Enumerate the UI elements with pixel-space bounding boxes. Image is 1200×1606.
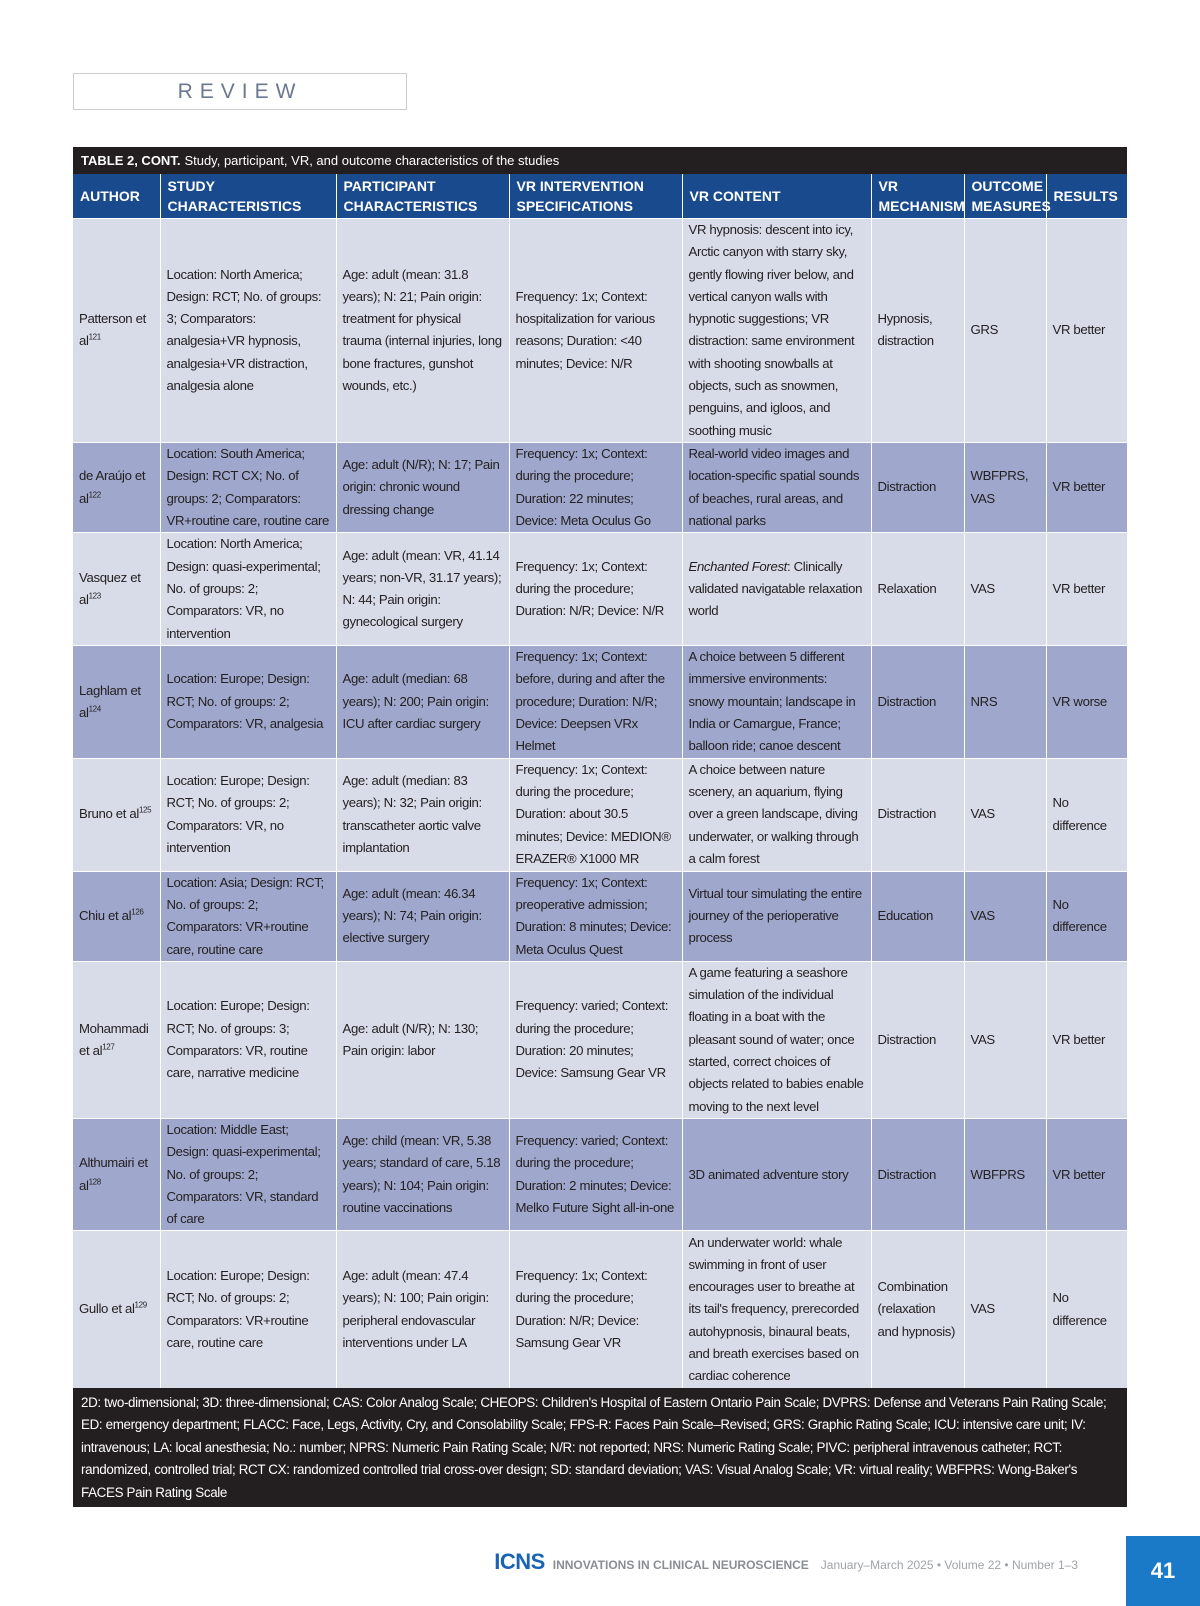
cell-study-characteristics: Location: Europe; Design: RCT; No. of groups: 2; Comparators: VR, analgesia [160,646,336,758]
table-row [73,871,1127,961]
cell-participant-characteristics: Age: adult (mean: 31.8 years); N: 21; Pain origin: treatment for physical trauma (internal injuries, long bone fractures, gunshot wounds, etc.) [336,219,509,443]
header-study-characteristics: STUDY CHARACTERISTICS [160,174,336,219]
table-row [73,1231,1127,1388]
cell-vr-mechanism: Distraction [871,1118,964,1230]
cell-vr-intervention: Frequency: varied; Context: during the procedure; Duration: 2 minutes; Device: Melko Future Sight all-in-one [509,1118,682,1230]
header-vr-mechanism: VR MECHANISM [871,174,964,219]
cell-outcome-measures: VAS [964,871,1046,961]
cell-participant-characteristics: Age: adult (mean: 46.34 years); N: 74; Pain origin: elective surgery [336,871,509,961]
table-container [73,147,1127,1507]
journal-issue: January–March 2025 • Volume 22 • Number 1–3 [820,1558,1078,1572]
cell-results: VR better [1046,442,1127,532]
vr-content-title: Enchanted Forest [688,558,787,574]
cell-study-characteristics: Location: South America; Design: RCT CX; No. of groups: 2; Comparators: VR+routine care, routine care [160,442,336,532]
reference-number: 128 [88,1177,101,1187]
cell-outcome-measures: VAS [964,758,1046,871]
vr-content-text: VR hypnosis: descent into icy, Arctic canyon with starry sky, gently flowing river below, and vertical canyon walls with hypnotic suggestions; VR distraction: same environment with shooting snowballs at objects, such as snowmen, penguins, and igloos, and soothing music [688,222,855,438]
section-label: REVIEW [177,79,303,103]
author-name: Bruno et al [79,806,139,822]
cell-vr-mechanism: Distraction [871,758,964,871]
journal-abbreviation: ICNS [494,1549,545,1574]
table-footnote: 2D: two-dimensional; 3D: three-dimensional; CAS: Color Analog Scale; CHEOPS: Children's Hospital of Eastern Ontario Pain Scale; DVPRS: Defense and Veterans Pain Rating Scale; ED: emergency department; FLACC: Face, Legs, Activity, Cry, and Consolability Scale; FPS-R: Faces Pain Scale–Revised; GRS: Graphic Rating Scale; ICU: intensive care unit; IV: intravenous; LA: local anesthesia; No.: number; NPRS: Numeric Pain Rating Scale; N/R: not reported; NRS: Numeric Rating Scale; PIVC: peripheral intravenous catheter; RCT: randomized, controlled trial; RCT CX: randomized controlled trial cross-over design; SD: standard deviation; VAS: Visual Analog Scale; VR: virtual reality; WBFPRS: Wong-Baker's FACES Pain Rating Scale [73,1388,1127,1508]
reference-number: 127 [102,1042,115,1052]
vr-content-text: 3D animated adventure story [688,1166,849,1182]
author-name: de Araújo et al [79,468,146,506]
cell-vr-intervention: Frequency: 1x; Context: hospitalization for various reasons; Duration: <40 minutes; Device: N/R [509,219,682,443]
cell-vr-content [682,442,871,532]
author-name: Vasquez et al [79,569,141,608]
journal-info [494,1549,1078,1575]
cell-author [73,758,160,871]
cell-vr-mechanism: Education [871,871,964,961]
table-header-row [73,174,1127,219]
cell-study-characteristics: Location: Europe; Design: RCT; No. of groups: 2; Comparators: VR, no intervention [160,758,336,871]
cell-results: VR worse [1046,646,1127,758]
cell-vr-content [682,871,871,961]
table-caption-label: TABLE 2, CONT. [81,153,181,168]
cell-vr-content [682,533,871,646]
author-name: Patterson et al [79,311,146,349]
author-name: Gullo et al [79,1301,135,1317]
vr-content-text: A choice between 5 different immersive environments: snowy mountain; landscape in India or Camargue, France; balloon ride; canoe descent [688,649,856,754]
vr-content-text: An underwater world: whale swimming in front of user encourages user to breathe at its tail's frequency, prerecorded autohypnosis, binaural beats, and breath exercises based on cardiac coherence [688,1234,859,1384]
table-caption [73,147,1127,174]
cell-author [73,219,160,443]
cell-author [73,646,160,758]
cell-vr-intervention: Frequency: 1x; Context: before, during and after the procedure; Duration: N/R; Device: Deepsen VRx Helmet [509,646,682,758]
header-vr-intervention: VR INTERVENTION SPECIFICATIONS [509,174,682,219]
cell-vr-intervention: Frequency: 1x; Context: during the procedure; Duration: N/R; Device: Samsung Gear VR [509,1231,682,1388]
cell-participant-characteristics: Age: adult (median: 68 years); N: 200; Pain origin: ICU after cardiac surgery [336,646,509,758]
reference-number: 126 [131,907,144,917]
cell-vr-mechanism: Hypnosis, distraction [871,219,964,443]
cell-results: VR better [1046,533,1127,646]
vr-content-text: A choice between nature scenery, an aquarium, flying over a green landscape, diving underwater, or walking through a calm forest [688,761,859,867]
vr-content-text: Real-world video images and location-specific spatial sounds of beaches, rural areas, and national parks [688,445,860,528]
cell-vr-content [682,646,871,758]
journal-name: INNOVATIONS IN CLINICAL NEUROSCIENCE [552,1558,809,1572]
cell-author [73,961,160,1118]
table-row [73,1118,1127,1230]
cell-vr-mechanism: Distraction [871,442,964,532]
cell-study-characteristics: Location: Europe; Design: RCT; No. of groups: 3; Comparators: VR, routine care, narrative medicine [160,961,336,1118]
cell-study-characteristics: Location: Asia; Design: RCT; No. of groups: 2; Comparators: VR+routine care, routine care [160,871,336,961]
cell-vr-intervention: Frequency: 1x; Context: during the procedure; Duration: N/R; Device: N/R [509,533,682,646]
table-row [73,533,1127,646]
reference-number: 125 [138,806,152,816]
cell-outcome-measures: WBFPRS, VAS [964,442,1046,532]
cell-vr-intervention: Frequency: 1x; Context: preoperative admission; Duration: 8 minutes; Device: Meta Oculus Quest [509,871,682,961]
cell-results: No difference [1046,871,1127,961]
cell-vr-intervention: Frequency: varied; Context: during the procedure; Duration: 20 minutes; Device: Samsung Gear VR [509,961,682,1118]
cell-outcome-measures: WBFPRS [964,1118,1046,1230]
page-number: 41 [1126,1536,1200,1606]
cell-results: No difference [1046,1231,1127,1388]
cell-vr-content [682,219,871,443]
cell-study-characteristics: Location: Europe; Design: RCT; No. of groups: 2; Comparators: VR+routine care, routine care [160,1231,336,1388]
cell-participant-characteristics: Age: adult (mean: 47.4 years); N: 100; Pain origin: peripheral endovascular interventions under LA [336,1231,509,1388]
cell-participant-characteristics: Age: adult (N/R); N: 17; Pain origin: chronic wound dressing change [336,442,509,532]
cell-participant-characteristics: Age: child (mean: VR, 5.38 years; standard of care, 5.18 years); N: 104; Pain origin: routine vaccinations [336,1118,509,1230]
page-footer [0,1536,1200,1606]
header-results: RESULTS [1046,174,1127,219]
cell-results: VR better [1046,961,1127,1118]
cell-outcome-measures: GRS [964,219,1046,443]
table-row [73,758,1127,871]
author-name: Mohammadi et al [79,1020,149,1058]
reference-number: 122 [88,490,101,500]
cell-vr-content [682,758,871,871]
cell-vr-intervention: Frequency: 1x; Context: during the procedure; Duration: 22 minutes; Device: Meta Oculus Go [509,442,682,532]
table-caption-text: Study, participant, VR, and outcome characteristics of the studies [184,153,560,168]
cell-results: No difference [1046,758,1127,871]
cell-author [73,871,160,961]
cell-study-characteristics: Location: North America; Design: RCT; No. of groups: 3; Comparators: analgesia+VR hypnosis, analgesia+VR distraction, analgesia alone [160,219,336,443]
cell-vr-content [682,1118,871,1230]
table-row [73,646,1127,758]
cell-outcome-measures: VAS [964,533,1046,646]
reference-number: 129 [134,1301,147,1311]
cell-vr-mechanism: Distraction [871,646,964,758]
header-vr-content: VR CONTENT [682,174,871,219]
study-table [73,174,1127,1388]
author-name: Althumairi et al [79,1155,148,1193]
cell-vr-mechanism: Combination (relaxation and hypnosis) [871,1231,964,1388]
cell-outcome-measures: NRS [964,646,1046,758]
reference-number: 121 [88,333,101,343]
table-body [73,219,1127,1388]
cell-study-characteristics: Location: North America; Design: quasi-experimental; No. of groups: 2; Comparators: VR, no intervention [160,533,336,646]
cell-author [73,1118,160,1230]
cell-author [73,1231,160,1388]
cell-participant-characteristics: Age: adult (median: 83 years); N: 32; Pain origin: transcatheter aortic valve implantation [336,758,509,871]
cell-results: VR better [1046,219,1127,443]
vr-content-text: A game featuring a seashore simulation of the individual floating in a boat with the pleasant sound of water; once started, correct choices of objects related to babies enable moving to the next level [688,964,864,1114]
reference-number: 123 [88,591,101,601]
cell-vr-intervention: Frequency: 1x; Context: during the procedure; Duration: about 30.5 minutes; Device: MEDION® ERAZER® X1000 MR [509,758,682,871]
cell-vr-content [682,1231,871,1388]
cell-author [73,442,160,532]
cell-results: VR better [1046,1118,1127,1230]
cell-vr-content [682,961,871,1118]
header-outcome-measures: OUTCOME MEASURES [964,174,1046,219]
cell-author [73,533,160,646]
cell-study-characteristics: Location: Middle East; Design: quasi-experimental; No. of groups: 2; Comparators: VR, standard of care [160,1118,336,1230]
author-name: Chiu et al [79,908,132,924]
cell-outcome-measures: VAS [964,1231,1046,1388]
author-name: Laghlam et al [79,682,141,720]
vr-content-text: Virtual tour simulating the entire journey of the perioperative process [688,885,862,946]
header-participant-characteristics: PARTICIPANT CHARACTERISTICS [336,174,509,219]
header-author: AUTHOR [73,174,160,219]
cell-vr-mechanism: Distraction [871,961,964,1118]
table-row [73,219,1127,443]
cell-participant-characteristics: Age: adult (N/R); N: 130; Pain origin: labor [336,961,509,1118]
cell-participant-characteristics: Age: adult (mean: VR, 41.14 years; non-VR, 31.17 years); N: 44; Pain origin: gynecological surgery [336,533,509,646]
vr-content-text: : Clinically validated navigatable relaxation world [688,558,863,619]
cell-outcome-measures: VAS [964,961,1046,1118]
section-label-box [73,73,407,110]
table-row [73,961,1127,1118]
cell-vr-mechanism: Relaxation [871,533,964,646]
table-row [73,442,1127,532]
reference-number: 124 [88,704,101,714]
